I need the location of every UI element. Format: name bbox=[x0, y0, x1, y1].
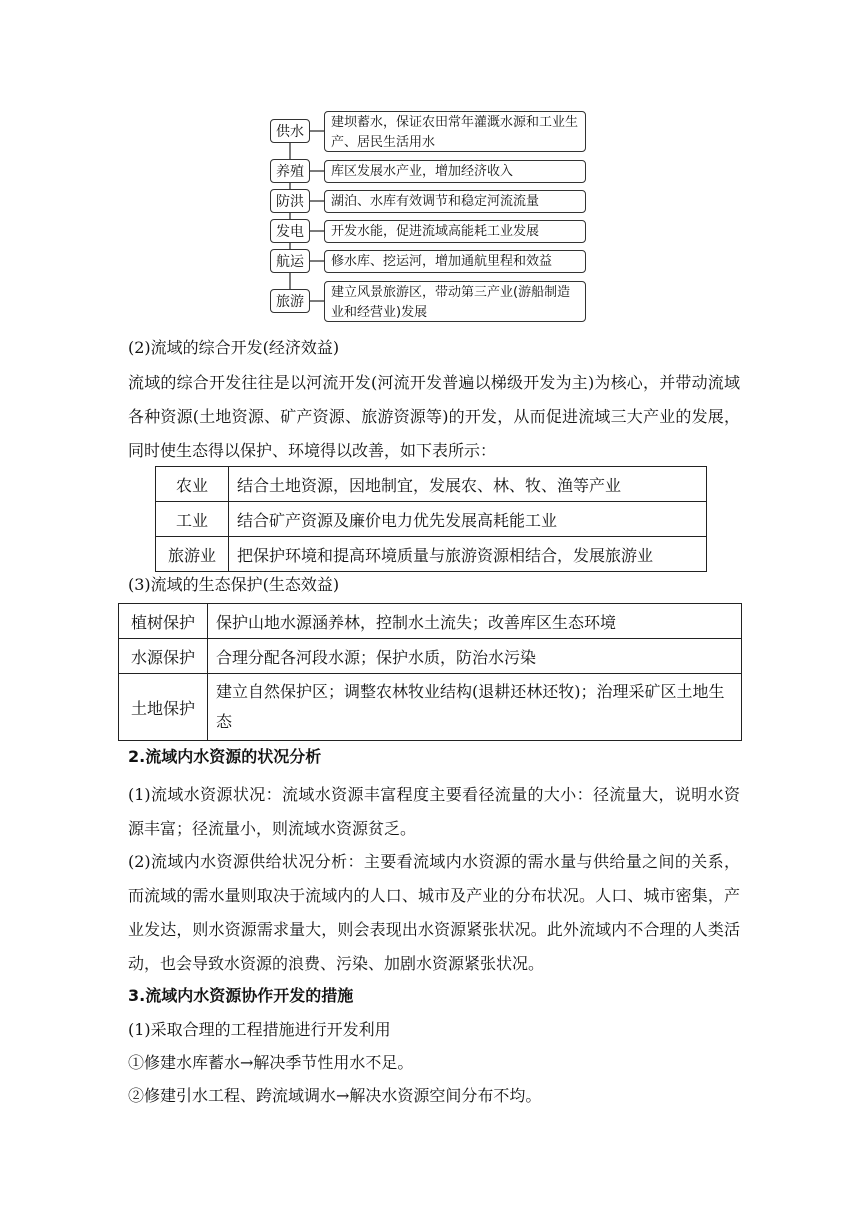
table-row bbox=[156, 467, 707, 502]
diagram-text-tourism: 建立风景旅游区，带动第三产业(游船制造业和经营业)发展 bbox=[324, 281, 586, 322]
part3-subheading: (1)采取合理的工程措施进行开发利用 bbox=[128, 1020, 391, 1039]
diagram-text-aquaculture: 库区发展水产业，增加经济收入 bbox=[324, 160, 586, 183]
table-row bbox=[119, 604, 742, 639]
part2-heading: 2.流域内水资源的状况分析 bbox=[128, 747, 322, 766]
diagram-label-flood-control: 防洪 bbox=[270, 189, 310, 213]
part3-item-2: ②修建引水工程、跨流域调水→解决水资源空间分布不均。 bbox=[128, 1086, 542, 1105]
ecology-table bbox=[118, 603, 742, 741]
table-row bbox=[119, 674, 742, 741]
table-key: 土地保护 bbox=[119, 674, 208, 741]
diagram-label-power: 发电 bbox=[270, 219, 310, 243]
diagram-label-water-supply: 供水 bbox=[270, 119, 310, 143]
diagram-label-tourism: 旅游 bbox=[270, 289, 310, 313]
economic-table bbox=[155, 466, 707, 572]
table-key: 水源保护 bbox=[119, 639, 208, 674]
diagram-label-shipping: 航运 bbox=[270, 249, 310, 273]
table-value: 结合矿产资源及廉价电力优先发展高耗能工业 bbox=[229, 502, 707, 537]
table-value: 合理分配各河段水源；保护水质，防治水污染 bbox=[208, 639, 742, 674]
section3-title: (3)流域的生态保护(生态效益) bbox=[128, 575, 340, 594]
table-value: 保护山地水源涵养林，控制水土流失；改善库区生态环境 bbox=[208, 604, 742, 639]
table-row bbox=[119, 639, 742, 674]
table-value: 结合土地资源，因地制宜，发展农、林、牧、渔等产业 bbox=[229, 467, 707, 502]
benefit-diagram bbox=[268, 110, 590, 324]
table-key: 植树保护 bbox=[119, 604, 208, 639]
table-key: 旅游业 bbox=[156, 537, 229, 572]
diagram-text-shipping: 修水库、挖运河，增加通航里程和效益 bbox=[324, 250, 586, 273]
diagram-text-flood-control: 湖泊、水库有效调节和稳定河流流量 bbox=[324, 190, 586, 213]
diagram-label-aquaculture: 养殖 bbox=[270, 159, 310, 183]
part2-paragraph-1: (1)流域水资源状况：流域水资源丰富程度主要看径流量的大小：径流量大，说明水资源丰富；径流量小，则流域水资源贫乏。 bbox=[128, 785, 740, 838]
table-value: 建立自然保护区；调整农林牧业结构(退耕还林还牧)；治理采矿区土地生态 bbox=[208, 674, 742, 741]
table-key: 工业 bbox=[156, 502, 229, 537]
table-row bbox=[156, 502, 707, 537]
section2-paragraph: 流域的综合开发往往是以河流开发(河流开发普遍以梯级开发为主)为核心，并带动流域各种资源(土地资源、矿产资源、旅游资源等)的开发，从而促进流域三大产业的发展，同时使生态得以保护、环境得以改善，如下表所示： bbox=[128, 373, 740, 460]
table-row bbox=[156, 537, 707, 572]
part3-heading: 3.流域内水资源协作开发的措施 bbox=[128, 986, 354, 1005]
table-value: 把保护环境和提高环境质量与旅游资源相结合，发展旅游业 bbox=[229, 537, 707, 572]
section2-title: (2)流域的综合开发(经济效益) bbox=[128, 338, 340, 357]
table-key: 农业 bbox=[156, 467, 229, 502]
diagram-text-water-supply: 建坝蓄水，保证农田常年灌溉水源和工业生产、居民生活用水 bbox=[324, 111, 586, 152]
diagram-text-power: 开发水能，促进流域高能耗工业发展 bbox=[324, 220, 586, 243]
part2-paragraph-2: (2)流域内水资源供给状况分析：主要看流域内水资源的需水量与供给量之间的关系，而流域的需水量则取决于流域内的人口、城市及产业的分布状况。人口、城市密集，产业发达，则水资源需求量大，则会表现出水资源紧张状况。此外流域内不合理的人类活动，也会导致水资源的浪费、污染、加剧水资源紧张状况。 bbox=[128, 852, 740, 973]
part3-item-1: ①修建水库蓄水→解决季节性用水不足。 bbox=[128, 1053, 414, 1072]
